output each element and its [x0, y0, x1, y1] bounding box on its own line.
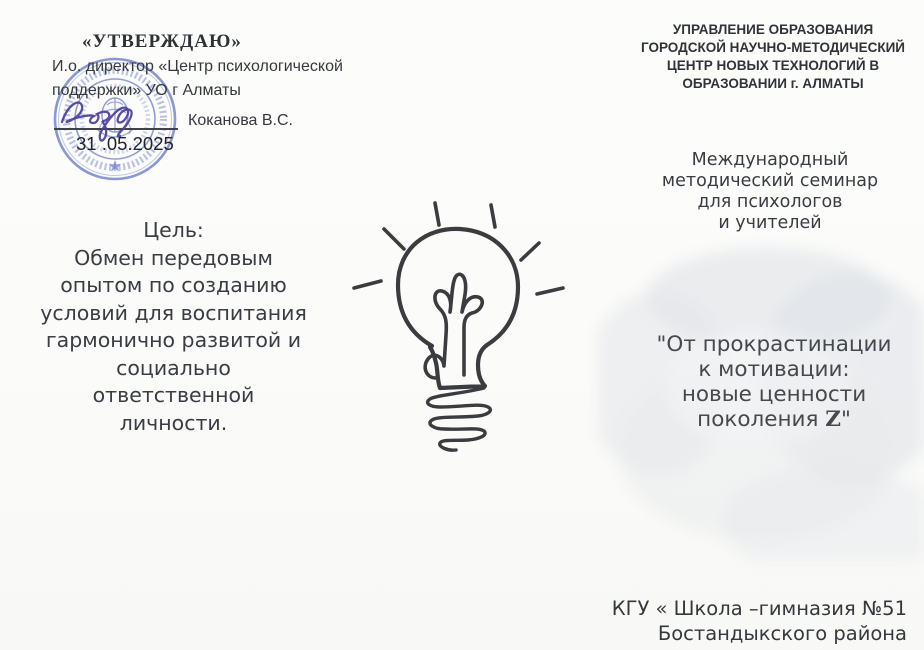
lightbulb-icon — [340, 175, 580, 470]
goal-line: социально — [116, 355, 231, 380]
goal-block — [26, 217, 321, 437]
org-header-line: ЦЕНТР НОВЫХ ТЕХНОЛОГИЙ В — [666, 58, 880, 73]
goal-line: ответственной — [92, 383, 255, 407]
goal-line: Цель: — [143, 218, 204, 242]
goal-line: Обмен передовым — [74, 245, 273, 270]
seminar-line: для психологов — [697, 192, 843, 212]
title-closing-quote: " — [840, 407, 851, 432]
signature-icon — [58, 92, 178, 144]
org-header-line: УПРАВЛЕНИЕ ОБРАЗОВАНИЯ — [672, 22, 874, 37]
org-header-line: ОБРАЗОВАНИИ г. АЛМАТЫ — [682, 76, 864, 91]
seminar-line: методический семинар — [661, 171, 879, 191]
approval-org-line: И.о. директор «Центр психологической — [52, 58, 343, 75]
school-footer — [567, 596, 907, 646]
footer-line: Бостандыкского района — [657, 622, 907, 645]
goal-line: условий для воспитания — [40, 300, 307, 325]
goal-line: личности. — [119, 410, 228, 435]
title-line4-text: поколения — [697, 407, 826, 432]
seminar-subtitle — [630, 150, 910, 234]
organization-header — [637, 21, 909, 93]
seminar-title — [628, 332, 920, 432]
approval-heading: «УТВЕРЖДАЮ» — [82, 31, 242, 52]
goal-line: гармонично развитой и — [45, 328, 302, 352]
footer-line: КГУ « Школа –гимназия №51 — [611, 597, 907, 620]
goal-line: опытом по созданию — [60, 273, 287, 297]
approval-date: 31 .05.2025 — [76, 133, 174, 154]
seminar-line: и учителей — [718, 213, 822, 233]
approval-org-line: поддержки» УО г Алматы — [52, 82, 241, 99]
title-line: новые ценности — [681, 382, 867, 407]
signatory-name: Коканова В.С. — [188, 112, 293, 129]
generation-z-letter: Z — [825, 407, 841, 432]
title-line: "От прокрастинации — [656, 332, 892, 357]
title-line — [628, 407, 920, 432]
title-line: к мотивации: — [698, 357, 850, 382]
seminar-line: Международный — [691, 150, 849, 170]
org-header-line: ГОРОДСКОЙ НАУЧНО-МЕТОДИЧЕСКИЙ — [641, 40, 905, 55]
